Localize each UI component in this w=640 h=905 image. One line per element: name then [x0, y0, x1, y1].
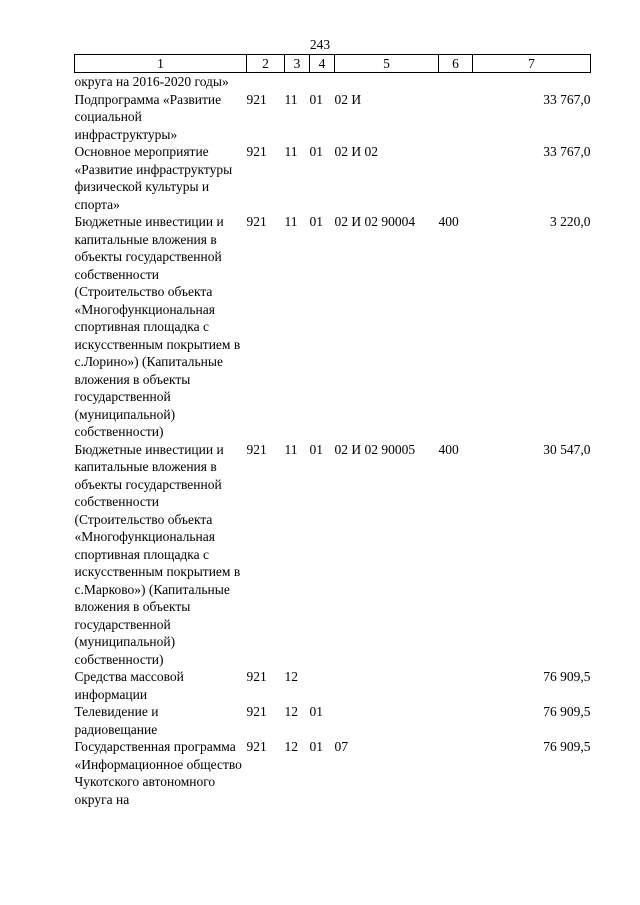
row-vr — [439, 73, 473, 91]
row-sum: 76 909,5 — [543, 704, 591, 719]
row-name: Государственная программа «Информационное общество Чукотского автономного округа на — [74, 739, 242, 807]
row-name: Бюджетные инвестиции и капитальные вложения в объекты государственной собственности (Строительство объекта «Многофункциональная спортивная площадка с искусственным покрытием в с.Лорино») (Капитальные вложения в объекты государственной (муниципальной) собственности) — [74, 214, 241, 439]
row-gr: 921 — [246, 739, 267, 754]
row-gr — [247, 73, 285, 91]
header-col-7: 7 — [473, 55, 591, 73]
row-name: Средства массовой информации — [74, 669, 184, 702]
row-vr — [439, 91, 473, 144]
table-row — [75, 668, 591, 703]
header-col-1: 1 — [75, 55, 247, 73]
row-rz: 12 — [284, 739, 298, 754]
table-row — [75, 441, 591, 669]
row-name: Бюджетные инвестиции и капитальные вложения в объекты государственной собственности (Строительство объекта «Многофункциональная спортивная площадка с искусственным покрытием в с.Марково») (Капитальные вложения в объекты государственной (муниципальной) собственности) — [74, 441, 241, 667]
row-pr — [310, 73, 335, 91]
row-csr: 02 И 02 90005 — [334, 441, 416, 457]
row-pr: 01 — [309, 441, 323, 457]
row-pr: 01 — [309, 704, 323, 719]
table-row — [75, 143, 591, 213]
table-header — [75, 55, 591, 73]
table-row — [75, 703, 591, 738]
header-col-3: 3 — [285, 55, 310, 73]
header-col-6: 6 — [439, 55, 473, 73]
row-vr: 400 — [438, 441, 459, 457]
table-row — [75, 91, 591, 144]
row-name: Телевидение и радиовещание — [74, 704, 159, 737]
header-col-5: 5 — [335, 55, 439, 73]
row-vr — [439, 668, 473, 703]
row-csr: 07 — [334, 739, 348, 754]
row-name: округа на 2016-2020 годы» — [74, 74, 229, 89]
row-pr: 01 — [309, 214, 323, 229]
row-sum: 76 909,5 — [543, 739, 591, 754]
row-sum: 76 909,5 — [543, 669, 591, 684]
row-rz: 11 — [284, 441, 298, 457]
row-vr — [439, 738, 473, 808]
row-vr: 400 — [438, 214, 459, 229]
row-rz — [285, 73, 310, 91]
row-pr: 01 — [309, 739, 323, 754]
row-rz: 11 — [284, 91, 298, 107]
budget-table — [74, 54, 591, 808]
row-rz: 11 — [284, 144, 298, 159]
header-col-4: 4 — [310, 55, 335, 73]
row-rz: 11 — [284, 214, 298, 229]
table-row — [75, 738, 591, 808]
row-pr — [310, 668, 335, 703]
row-csr — [335, 703, 439, 738]
row-csr: 02 И 02 — [334, 144, 378, 159]
row-csr — [335, 73, 439, 91]
table-row — [75, 73, 591, 91]
row-gr: 921 — [246, 669, 267, 684]
page-number: 243 — [309, 37, 331, 52]
row-gr: 921 — [246, 91, 267, 107]
table-row — [75, 213, 591, 441]
row-sum: 33 767,0 — [543, 91, 591, 107]
row-sum: 3 220,0 — [550, 214, 591, 229]
row-rz: 12 — [284, 669, 298, 684]
row-pr: 01 — [309, 144, 323, 159]
row-sum — [473, 73, 591, 91]
row-pr: 01 — [309, 91, 323, 107]
row-vr — [439, 143, 473, 213]
row-rz: 12 — [284, 704, 298, 719]
row-name: Основное мероприятие «Развитие инфраструктуры физической культуры и спорта» — [74, 144, 233, 212]
header-col-2: 2 — [247, 55, 285, 73]
row-gr: 921 — [246, 214, 267, 229]
row-csr: 02 И — [334, 91, 362, 107]
row-gr: 921 — [246, 144, 267, 159]
row-sum: 30 547,0 — [543, 441, 591, 457]
row-gr: 921 — [246, 704, 267, 719]
row-name: Подпрограмма «Развитие социальной инфраструктуры» — [74, 91, 222, 142]
row-vr — [439, 703, 473, 738]
row-sum: 33 767,0 — [543, 144, 591, 159]
row-csr: 02 И 02 90004 — [334, 214, 416, 229]
row-gr: 921 — [246, 441, 267, 457]
row-csr — [335, 668, 439, 703]
